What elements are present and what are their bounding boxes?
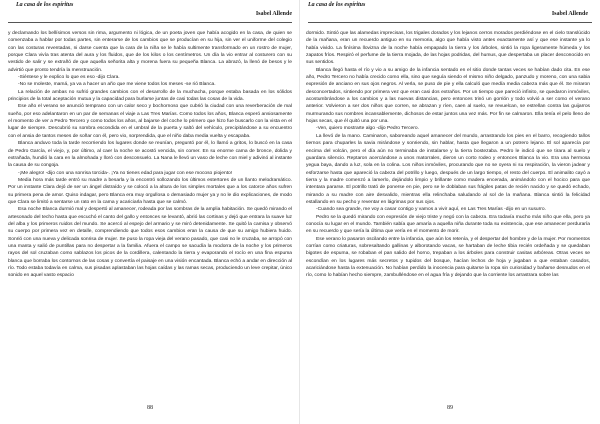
paragraph: La llevó de la mano. Caminaron, saboreando aquel amanecer del mundo, arrastrando los pies en el barro, recogiendo tallos tiernos para chuparles la savia mirándose y sonriendo, sin hablar, hasta que llegaron a un potrero lejano. El sol aparecía por encima del volcán, pero el día aún no terminaba de instalarse y la tierra bostezaba. Pedro le indicó que se tirara al suelo y guardara silencio. Reptaron acercándose a unos matorrales, dieron un corto rodeo y entonces Blanca la vio. Era una hermosa yegua baya, dando a luz, sola en la colina. Los niños inmóviles, procurando que no se oyera ni su respiración, la vieron jadear y esforzarse hasta que apareció la cabeza del potrillo y luego, después de un largo tiempo, el resto del cuerpo. El animalito cayó a tierra y la madre comenzó a lamerlo, dejándolo limpio y brillante como madera encerada, animándolo con el hocico para que intentara pararse. El potrillo trató de ponerse en pie, pero se le doblaban sus frágiles patas de recién nacido y se quedó echado, mirando a su madre con aire desvalido, mientras ella relinchaba saludando al sol de la mañana. Blanca sintió la felicidad estallando en su pecho y reventar en lágrimas por sus ojos. [306,133,590,205]
right-page [300,0,600,424]
paragraph: Blanca llegó hasta el río y vio a su amigo de la infancia sentado en el sitio donde tantas veces se habían dado cita. En ese año, Pedro Tercero no había crecido como ella, sino que seguía siendo el mismo niño delgado, panzudo y moreno, con una sabia expresión de anciano en sus ojos negros. Al verla, se puso de pie y ella calculó que medía media cabeza más que él. Se miraron desconcertados, sintiendo por primera vez que eran casi dos extraños. Por un tiempo que pareció infinito, se quedaron inmóviles, acostumbrándose a los cambios y a las nuevas distancias, pero entonces trinó un gorrión y todo volvió a ser como el verano anterior. Volvieron a ser dos niños que corren, se abrazan y ríen, caen al suelo, se revuelcan, se estrellan contra las guijarros murmurando sus nombres incansablemente, dichosos de estar juntos una vez más. Por fin se calmaron. Ella tenía el pelo lleno de hojas secas, que él quitó una por una. [306,67,590,125]
left-page-header [8,2,292,22]
left-header-author: Isabel Allende [255,11,292,17]
paragraph: Blanca anduvo toda la tarde recorriendo los lugares donde se reunían, preguntó por él, lo llamó a gritos, lo buscó en la casa de Pedro García, el viejo, y, por último, al caer la noche se acostó vencida, sin comer. En su enorme cama de bronce, dolida y extrañada, hundió la cara en la almohada y lloró con desconsuelo. La Nana le llevó un vaso de leche con miel y adivinó al instante la causa de su congoja. [8,141,292,169]
right-header-title: La casa de los espíritus [308,2,366,8]
paragraph: y declamando los bellísimos versos sin rima, argumento ni lógica, de un poeta joven que había acogido en la casa, de quien se comenzaba a hablar por todas partes, sin enterarse de los cambios que se producían en su hija, sin ver el uniforme del colegio con las costuras reventadas, ni darse cuenta que la cara de la niña se le había sultimente transformado en un rostro de mujer, porque Clara vivía tras atenta del aura y los fluidos, que de los kilos o los centímetros. Un día la vio entrar al costurero con su vestido de salir y se extrañó de que aquella señorita alta y morena fuera su pequeña Blanca. La abrazó, la llenó de besos y le advirtió que pronto tendría la menstruación. [8,31,292,73]
paragraph: Pedro se la quedó mirando con expresión de viejo triste y negó con la cabeza. Era todavía mucho más niño que ella, pero ya conocía su lugar en el mundo. También sabía que amaría a aquella niña durante toda su existencia, que ese amanecer perduraría en su recuerdo y que sería la última que vería en el momento de morir. [306,214,590,235]
right-page-number: 89 [447,405,453,411]
paragraph: -No se moleste, mamá, ya va a hacer un año que me viene todos los meses -se rió Blanca. [18,82,216,88]
right-page-header [308,2,592,22]
right-header-rule [308,22,592,23]
paragraph: Esa noche Blanca durmió mal y despertó al amanecer, rodeada por las sombras de la amplia habitación. Se quedó mirando el artesonado del techo hasta que escuchó el canto del gallo y entonces se levantó, abrió las cortinas y dejó que entrara la suave luz del alba y los primeros ruidos del mundo. Se acercó al espejo del armario y se miró detenidamente. Se quitó la camisa y observó su cuerpo por primera vez en detalle, comprendiendo que todos esos cambios eran la causa de que su amigo hubiera huido. Sonrió con una nueva y delicada sonrisa de mujer. Se puso la ropa vieja del verano pasado, que casi no le cruzaba, se arropó con una manta y salió de puntillas para no despertar a la familia. Afuera el campo se sacudía la modorra de la noche y los primeros rayos del sol cruzaban como sablazos los picos de la cordillera, calentando la tierra y evaporando el rocío en una fina espuma blanca que borraba los contornos de las cosas y convertía el paisaje en una visión encantada. Blanca echó a andar en dirección al río. Todo estaba todavía en calma, sus pisadas aplastaban las hojas caídas y las ramas secas, produciendo un leve crepitar, único sonido en aquel vasto espacio [8,207,292,279]
paragraph: -Siéntese y le explico lo que es eso -dijo Clara. [18,75,120,81]
paragraph: -Ven, quiero mostrarte algo -dijo Pedro Tercero. [316,126,419,132]
paragraph: -Cuando sea grande, me voy a casar contigo y vamos a vivir aquí, en Las Tres Marías -dijo en un susurro. [316,207,546,213]
left-page-body [8,30,292,280]
right-page-body [306,30,590,280]
left-header-rule [8,22,292,23]
right-header-author: Isabel Allende [551,11,588,17]
paragraph: Ese verano lo pasaron oscilando entre la infancia, que aún los retenía, y el despertar del hombre y de la mujer. Por momentos corrían como criaturas, sobresaltando gallinas y alborotando vacas, se hartaban de leche tibia recién ordeñada y se quedaban bigotes de espuma, se robaban el pan salido del horno, trepaban a los árboles para construir casitas arbóreas. Otras veces se escondían en los lugares más secretos y tupidos del bosque, hacían lechos de hoja y jugaban a que estaban casados, acariciándose hasta la extenuación. No habían perdido la inocencia para quitarse la ropa sin curiosidad y bañarse desnudos en el río, como lo habían hecho siempre, zambulléndose en el agua fría y dejando que la corriente los arrastrara sobre las [306,236,590,279]
paragraph: Media hora más tarde entró su madre a besarla y la encontró sollozando los últimos estertores de un llanto melodramático. Por un instante Clara dejó de ser un ángel distraído y se colocó a la altura de los simples mortales que a los catorce años sufren su primera pena de amor. Quiso indagar, pero Blanca era muy orgullosa o demasiado mujer ya y no le dio explicaciones, de modo que Clara se limitó a sentarse un rato en la cama y acariciarla hasta que se calmó. [8,177,292,205]
left-header-title: La casa de los espíritus [16,2,74,8]
left-page-number: 88 [147,405,153,411]
paragraph: -¡Me alegro! -dijo con una sonrisa torcida-. ¡Ya no tienes edad para jugar con ese mocoso piojento! [18,170,233,176]
paragraph: La relación de ambas no sufrió grandes cambios con el desarrollo de la muchacha, porque estaba basada en los sólidos principios de la total aceptación mutua y la capacidad para burlarse juntas de casi todas las cosas de la vida. [8,89,292,103]
paragraph: dormido. Sintió que las alamedas imprecisas, los trigales dorados y los lejanos cerros morados perdiéndose en el cielo translúcido de la mañana, eran un recuerdo antiguo en su memoria, algo que había visto antes exactamente así y que ese instante ya lo había vivido. La finísima llovizna de la noche había empapado la tierra y los árboles, sintió la ropa ligeramente húmeda y los zapatos fríos. Respiró el perfume de la tierra mojada, de las hojas podridas, del humus, que despertaba un placer desconocido en sus sentidos. [306,31,590,66]
paragraph: Ese año el verano se anunció temprano con un calor seco y bochornoso que cubrió la ciudad con una reverberación de mal sueño, por eso adelantaron en un par de semanas el viaje a Las Tres Marías. Como todos los años, Blanca esperó ansiosamente el momento de ver a Pedro Tercero y como todos los años, al bajarse del coche lo primero que hizo fue buscarlo con la vista en el lugar de siempre. Descubrió su sombra escondida en el umbral de la puerta y saltó del vehículo, precipitándose a su encuentro con el ansia de tantos meses de soñar con él, pero vio, sorprendida, que el niño daba media vuelta y escapaba. [8,104,292,139]
